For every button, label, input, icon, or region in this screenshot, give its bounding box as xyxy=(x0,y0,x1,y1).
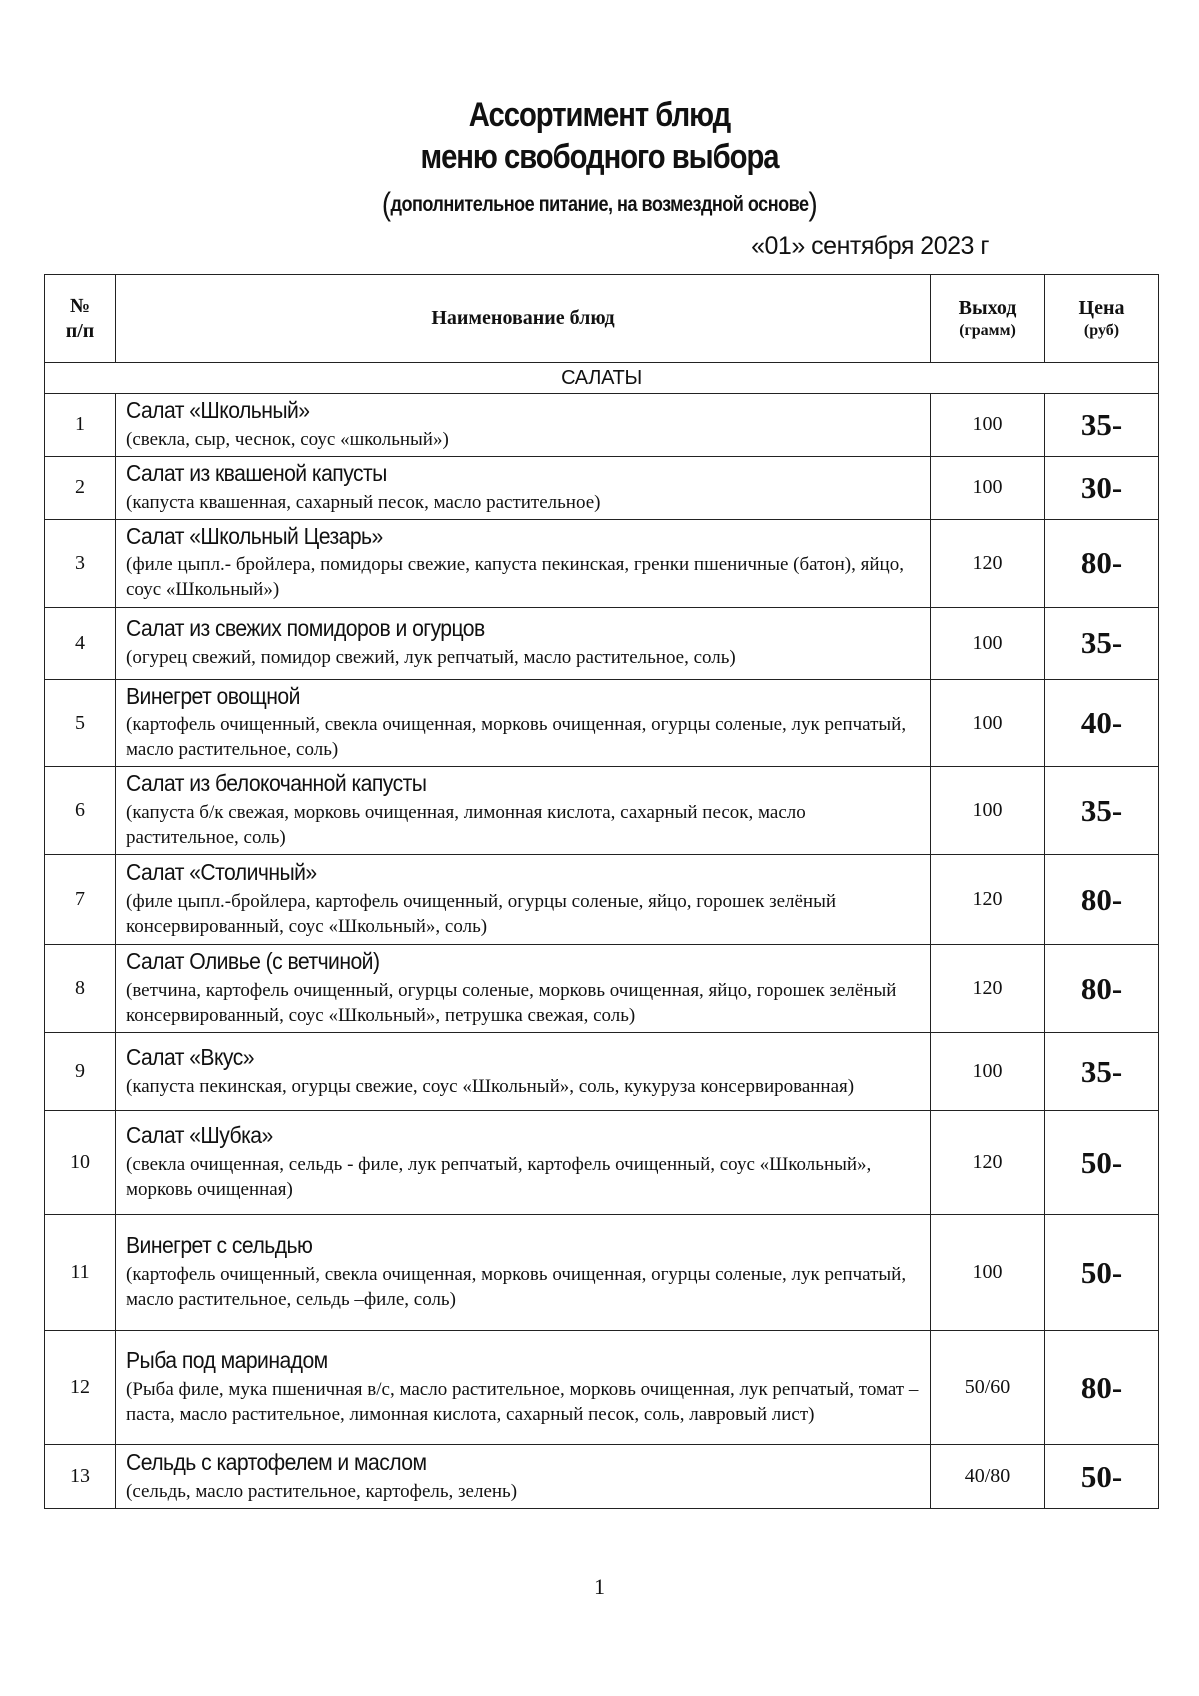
table-row xyxy=(45,1445,1159,1509)
dish-price: 50- xyxy=(1045,1111,1159,1215)
subtitle xyxy=(84,186,1115,223)
dish-output: 120 xyxy=(931,945,1045,1033)
dish-name: Салат из квашеной капусты xyxy=(126,459,387,486)
dish-cell xyxy=(116,394,931,457)
dish-name: Салат «Вкус» xyxy=(126,1043,254,1070)
dish-name: Салат Оливье (с ветчиной) xyxy=(126,948,380,975)
dish-price: 80- xyxy=(1045,945,1159,1033)
dish-cell xyxy=(116,1215,931,1331)
dish-name: Салат «Школьный Цезарь» xyxy=(126,522,383,549)
dish-price: 35- xyxy=(1045,394,1159,457)
dish-cell xyxy=(116,1331,931,1445)
dish-price: 35- xyxy=(1045,607,1159,679)
row-number: 10 xyxy=(45,1111,116,1215)
dish-ingredients: (сельдь, масло растительное, картофель, зелень) xyxy=(126,1480,518,1502)
row-number: 7 xyxy=(45,855,116,945)
title-line-1: Ассортимент блюд xyxy=(468,96,731,134)
table-row xyxy=(45,456,1159,519)
dish-output: 100 xyxy=(931,1033,1045,1111)
row-number: 3 xyxy=(45,519,116,607)
table-row xyxy=(45,945,1159,1033)
dish-ingredients: (Рыба филе, мука пшеничная в/с, масло растительное, морковь очищенная, лук репчатый, томат – паста, масло растительное, лимонная кислота, сахарный песок, соль, лавровый лист) xyxy=(126,1379,919,1426)
dish-cell xyxy=(116,945,931,1033)
dish-cell xyxy=(116,1445,931,1509)
title-line-2: меню свободного выбора xyxy=(420,138,779,176)
table-row xyxy=(45,519,1159,607)
dish-output: 120 xyxy=(931,519,1045,607)
subtitle-close-paren: ) xyxy=(808,186,818,222)
dish-cell xyxy=(116,456,931,519)
dish-ingredients: (картофель очищенный, свекла очищенная, морковь очищенная, огурцы соленые, лук репчатый, масло растительное, сельдь –филе, соль) xyxy=(126,1264,907,1311)
row-number: 9 xyxy=(45,1033,116,1111)
row-number: 4 xyxy=(45,607,116,679)
row-number: 1 xyxy=(45,394,116,457)
dish-name: Салат «Шубка» xyxy=(126,1122,273,1149)
dish-ingredients: (филе цыпл.- бройлера, помидоры свежие, капуста пекинская, гренки пшеничные (батон), яйцо, соус «Школьный») xyxy=(126,554,904,601)
section-row xyxy=(45,363,1159,394)
subtitle-open-paren: ( xyxy=(381,186,391,222)
table-row xyxy=(45,855,1159,945)
header-price-line1: Цена xyxy=(1078,297,1125,319)
row-number: 13 xyxy=(45,1445,116,1509)
dish-name: Сельдь с картофелем и маслом xyxy=(126,1448,427,1475)
table-row xyxy=(45,1033,1159,1111)
dish-ingredients: (свекла, сыр, чеснок, соус «школьный») xyxy=(126,428,449,450)
row-number: 6 xyxy=(45,767,116,855)
table-row xyxy=(45,607,1159,679)
dish-ingredients: (филе цыпл.-бройлера, картофель очищенный, огурцы соленые, яйцо, горошек зелёный консервированный, соус «Школьный», соль) xyxy=(126,891,837,938)
table-row xyxy=(45,679,1159,767)
header-name: Наименование блюд xyxy=(116,275,931,363)
menu-table xyxy=(44,274,1159,1509)
dish-ingredients: (капуста пекинская, огурцы свежие, соус «Школьный», соль, кукуруза консервированная) xyxy=(126,1075,855,1097)
dish-price: 50- xyxy=(1045,1445,1159,1509)
dish-name: Винегрет овощной xyxy=(126,682,300,709)
dish-output: 100 xyxy=(931,767,1045,855)
dish-name: Салат из белокочанной капусты xyxy=(126,770,427,797)
header-num-line2: п/п xyxy=(65,319,95,342)
table-row xyxy=(45,1331,1159,1445)
document-date: «01» сентября 2023 г xyxy=(751,232,989,260)
dish-ingredients: (капуста квашенная, сахарный песок, масло растительное) xyxy=(126,491,601,513)
row-number: 2 xyxy=(45,456,116,519)
dish-cell xyxy=(116,1033,931,1111)
dish-name: Рыба под маринадом xyxy=(126,1347,328,1374)
row-number: 8 xyxy=(45,945,116,1033)
dish-output: 120 xyxy=(931,855,1045,945)
dish-output: 50/60 xyxy=(931,1331,1045,1445)
dish-price: 50- xyxy=(1045,1215,1159,1331)
header-output xyxy=(931,275,1045,363)
dish-ingredients: (ветчина, картофель очищенный, огурцы соленые, морковь очищенная, яйцо, горошек зелёный консервированный, соус «Школьный», петрушка свежая, соль) xyxy=(126,980,897,1027)
section-title: САЛАТЫ xyxy=(45,363,1159,394)
row-number: 12 xyxy=(45,1331,116,1445)
header-num xyxy=(45,275,116,363)
page-number: 1 xyxy=(594,1574,605,1599)
dish-cell xyxy=(116,519,931,607)
dish-price: 35- xyxy=(1045,1033,1159,1111)
header-output-line1: Выход xyxy=(958,297,1017,319)
table-row xyxy=(45,767,1159,855)
dish-output: 100 xyxy=(931,456,1045,519)
header-num-line1: № xyxy=(69,294,91,317)
row-number: 5 xyxy=(45,679,116,767)
table-header-row xyxy=(45,275,1159,363)
dish-ingredients: (капуста б/к свежая, морковь очищенная, лимонная кислота, сахарный песок, масло растительное, соль) xyxy=(126,802,806,849)
dish-price: 80- xyxy=(1045,855,1159,945)
subtitle-text: дополнительное питание, на возмездной основе xyxy=(390,193,809,216)
dish-name: Салат из свежих помидоров и огурцов xyxy=(126,615,485,642)
dish-output: 100 xyxy=(931,1215,1045,1331)
table-row xyxy=(45,1215,1159,1331)
dish-name: Винегрет с сельдью xyxy=(126,1232,313,1259)
dish-price: 80- xyxy=(1045,519,1159,607)
table-row xyxy=(45,1111,1159,1215)
dish-cell xyxy=(116,767,931,855)
dish-output: 100 xyxy=(931,607,1045,679)
dish-output: 100 xyxy=(931,679,1045,767)
dish-cell xyxy=(116,1111,931,1215)
header-output-line2: (грамм) xyxy=(959,322,1016,339)
dish-name: Салат «Столичный» xyxy=(126,859,317,886)
dish-cell xyxy=(116,679,931,767)
dish-price: 40- xyxy=(1045,679,1159,767)
dish-ingredients: (огурец свежий, помидор свежий, лук репчатый, масло растительное, соль) xyxy=(126,646,736,668)
dish-name: Салат «Школьный» xyxy=(126,397,310,423)
dish-output: 40/80 xyxy=(931,1445,1045,1509)
dish-ingredients: (картофель очищенный, свекла очищенная, морковь очищенная, огурцы соленые, лук репчатый, масло растительное, соль) xyxy=(126,714,907,761)
header-price xyxy=(1045,275,1159,363)
dish-price: 30- xyxy=(1045,456,1159,519)
dish-output: 100 xyxy=(931,394,1045,457)
dish-price: 80- xyxy=(1045,1331,1159,1445)
dish-output: 120 xyxy=(931,1111,1045,1215)
table-row xyxy=(45,394,1159,457)
row-number: 11 xyxy=(45,1215,116,1331)
dish-price: 35- xyxy=(1045,767,1159,855)
dish-cell xyxy=(116,607,931,679)
dish-ingredients: (свекла очищенная, сельдь - филе, лук репчатый, картофель очищенный, соус «Школьный», морковь очищенная) xyxy=(126,1154,872,1201)
header-price-line2: (руб) xyxy=(1083,322,1120,339)
dish-cell xyxy=(116,855,931,945)
